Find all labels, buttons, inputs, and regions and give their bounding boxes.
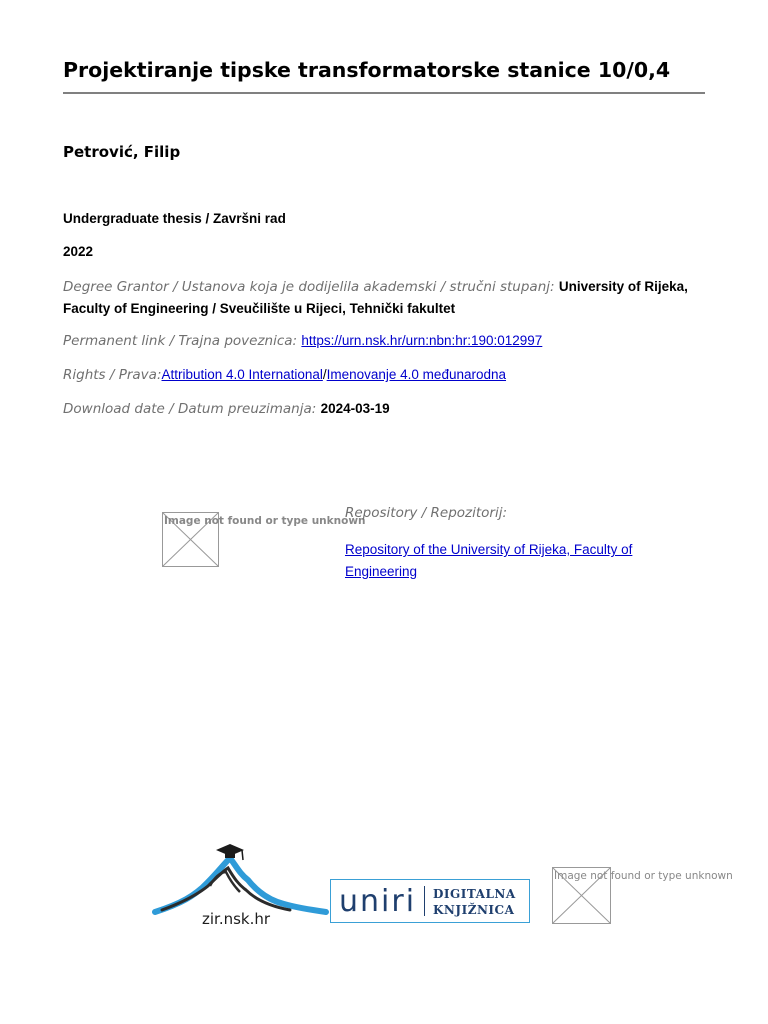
- permanent-link-label: Permanent link / Trajna poveznica:: [63, 333, 298, 349]
- zir-logo-text: zir.nsk.hr: [202, 910, 271, 928]
- title-divider: [63, 92, 705, 94]
- download-date-value: 2024-03-19: [320, 401, 390, 416]
- broken-image-alt-text: Image not found or type unknown: [164, 515, 366, 527]
- uniri-line-knjiznica: KNJIŽNICA: [433, 903, 515, 917]
- broken-image-alt-text: Image not found or type unknown: [554, 870, 733, 882]
- permanent-link-row: [63, 330, 703, 352]
- thesis-year: 2022: [63, 244, 94, 259]
- author-name: Petrović, Filip: [63, 143, 181, 161]
- repository-logo-broken-image: [162, 512, 366, 567]
- uniri-line-digitalna: DIGITALNA: [433, 887, 516, 901]
- graduation-cap-base: [225, 852, 235, 858]
- bottom-broken-image: [552, 867, 733, 924]
- uniri-divider: [424, 886, 425, 916]
- download-date-label: Download date / Datum preuzimanja:: [63, 401, 317, 417]
- degree-grantor-label: Degree Grantor / Ustanova koja je dodijelila akademski / stručni stupanj:: [63, 279, 555, 295]
- permanent-link[interactable]: https://urn.nsk.hr/urn:nbn:hr:190:012997: [301, 333, 543, 348]
- repository-link[interactable]: Repository of the University of Rijeka, Faculty of Engineering: [345, 542, 633, 579]
- rights-row: [63, 364, 703, 386]
- rights-separator: /: [322, 367, 327, 382]
- thesis-type: Undergraduate thesis / Završni rad: [63, 211, 286, 226]
- rights-link-croatian[interactable]: Imenovanje 4.0 međunarodna: [326, 367, 507, 382]
- degree-grantor-row: [63, 276, 703, 320]
- repository-link-wrap: [345, 539, 675, 583]
- uniri-digital-library-logo: [330, 879, 530, 923]
- document-title: Projektiranje tipske transformatorske stanice 10/0,4: [63, 58, 671, 82]
- download-date-row: [63, 398, 703, 420]
- rights-link-english[interactable]: Attribution 4.0 International: [161, 367, 323, 382]
- repository-label: Repository / Repozitorij:: [345, 505, 508, 521]
- degree-grantor-value: University of Rijeka, Faculty of Engineering / Sveučilište u Rijeci, Tehnički fakultet: [63, 279, 688, 316]
- uniri-wordmark: uniri: [339, 884, 417, 919]
- graduation-cap-tassel: [242, 850, 243, 860]
- rights-label: Rights / Prava:: [63, 367, 162, 383]
- zir-logo-mark: [150, 838, 330, 918]
